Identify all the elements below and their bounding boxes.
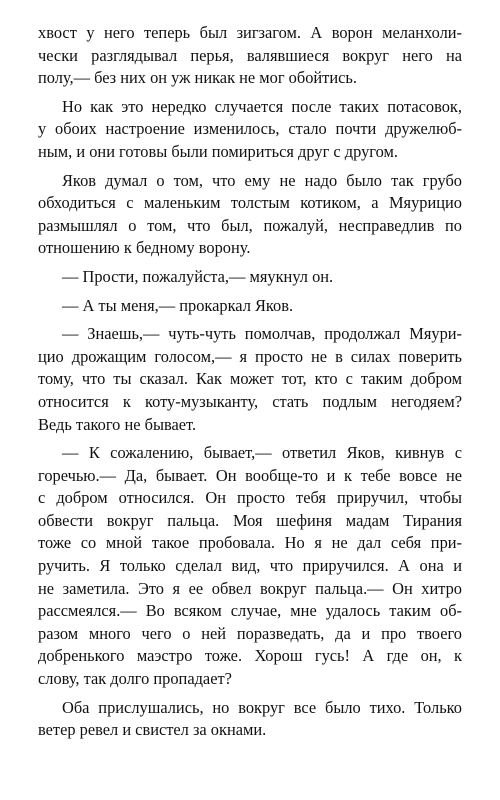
paragraph: [38, 323, 462, 436]
text-line: обходиться с маленьким толстым котиком, а Мяурицио: [38, 193, 462, 213]
text-body: [38, 22, 462, 742]
paragraph: [38, 295, 462, 318]
text-line: относится к коту-музыканту, стать подлым негодяем?: [38, 391, 462, 411]
paragraph: [38, 170, 462, 260]
text-line: полу,— без них он уж никак не мог обойтись.: [38, 68, 357, 88]
text-line: Ведь такого не бывает.: [38, 414, 197, 434]
text-line: тоже со мной такое пробовала. Но я не дал себя при-: [38, 533, 462, 553]
text-line: — А ты меня,— прокаркал Яков.: [62, 295, 294, 315]
text-line: разом много чего о ней поразведать, да и про твоего: [38, 623, 462, 643]
text-line: Но как это нередко случается после таких потасовок,: [62, 96, 462, 116]
text-line: обвести вокруг пальца. Моя шефиня мадам Тирания: [38, 510, 462, 530]
text-line: цио дрожащим голосом,— я просто не в силах поверить: [38, 346, 462, 366]
text-line: рассмеялся.— Во всяком случае, мне удалось таким об-: [38, 601, 462, 621]
text-line: отношению к бедному ворону.: [38, 238, 251, 258]
text-line: Оба прислушались, но вокруг все было тихо. Только: [62, 697, 462, 717]
text-line: слову, так долго пропадает?: [38, 669, 232, 689]
text-line: с добром относился. Он просто тебя приручил, чтобы: [38, 488, 462, 508]
text-line: не заметила. Это я ее обвел вокруг пальца.— Он хитро: [38, 578, 462, 598]
text-line: ным, и они готовы были помириться друг с другом.: [38, 141, 398, 161]
text-line: — К сожалению, бывает,— ответил Яков, кивнув с: [62, 443, 462, 463]
book-page: [38, 22, 462, 742]
text-line: горечью.— Да, бывает. Он вообще-то и к тебе вовсе не: [38, 465, 462, 485]
text-line: ручить. Я только сделал вид, что приручился. А она и: [38, 556, 462, 576]
text-line: тому, что ты сказал. Как может тот, кто с таким добром: [38, 369, 462, 389]
text-line: добренького маэстро тоже. Хорош гусь! А где он, к: [38, 646, 462, 666]
text-line: хвост у него теперь был зигзагом. А ворон меланхоли-: [38, 23, 462, 42]
paragraph: [38, 697, 462, 742]
paragraph: [38, 266, 462, 289]
paragraph: [38, 96, 462, 164]
text-line: — Прости, пожалуйста,— мяукнул он.: [62, 266, 334, 286]
text-line: размышлял о том, что был, пожалуй, несправедлив по: [38, 215, 462, 235]
text-line: чески разглядывал перья, валявшиеся вокруг него на: [38, 45, 462, 65]
text-line: у обоих настроение изменилось, стало почти дружелюб-: [38, 119, 462, 139]
text-line: — Знаешь,— чуть-чуть помолчав, продолжал Мяури-: [62, 324, 462, 344]
paragraph: [38, 22, 462, 90]
text-line: Яков думал о том, что ему не надо было так грубо: [62, 170, 462, 190]
text-line: ветер ревел и свистел за окнами.: [38, 720, 267, 740]
paragraph: [38, 442, 462, 691]
